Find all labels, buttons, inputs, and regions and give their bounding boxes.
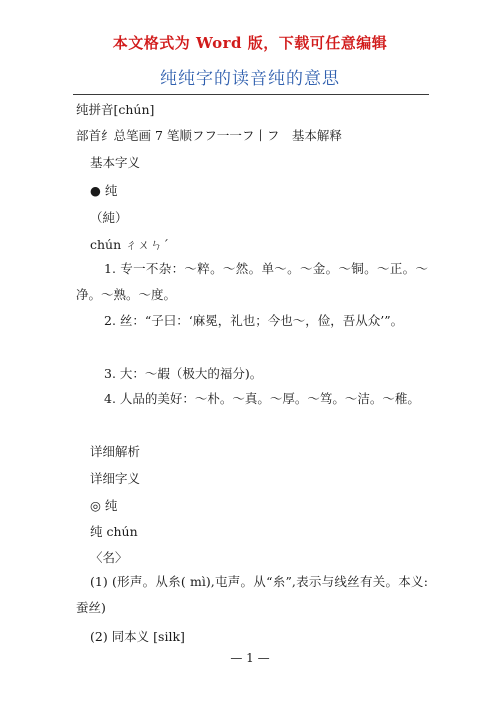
title-divider [73, 94, 429, 95]
bullet-character: ● 纯 [90, 183, 118, 198]
section-heading-detailed-meaning: 详细字义 [90, 471, 141, 486]
pinyin-zhuyin: chún ㄔㄨㄣˊ [90, 237, 169, 252]
detail-definition-1: (1) (形声。从糸( mì),屯声。从“糸”,表示与线丝有关。本义:蚕丝) [76, 574, 428, 615]
radical-strokes-line: 部首纟总笔画 7 笔顺フフ一一フ丨フ 基本解释 [76, 128, 342, 143]
page-number: — 1 — [230, 651, 270, 665]
part-of-speech-noun: 〈名〉 [90, 550, 128, 565]
section-heading-basic-meaning: 基本字义 [90, 155, 141, 170]
definition-1: 1. 专一不杂：～粹。～然。单～。～金。～铜。～正。～净。～熟。～度。 [76, 261, 428, 302]
pinyin-line: 纯拼音[chún] [76, 102, 155, 117]
detail-definition-2: (2) 同本义 [silk] [90, 629, 185, 644]
word-format-banner: 本文格式为 Word 版，下载可任意编辑 [112, 34, 388, 52]
traditional-form: （純） [90, 210, 128, 225]
circle-character: ◎ 纯 [90, 498, 118, 513]
character-pinyin: 纯 chún [90, 524, 138, 539]
section-heading-detailed-analysis: 详细解析 [90, 444, 141, 459]
page-title: 纯纯字的读音纯的意思 [160, 69, 340, 89]
definition-3: 3. 大：～嘏（极大的福分)。 [104, 366, 263, 381]
definition-4: 4. 人品的美好：～朴。～真。～厚。～笃。～洁。～稚。 [104, 391, 420, 406]
definition-2: 2. 丝：“子曰：‘麻冕，礼也；今也～，俭，吾从众’”。 [104, 313, 404, 328]
